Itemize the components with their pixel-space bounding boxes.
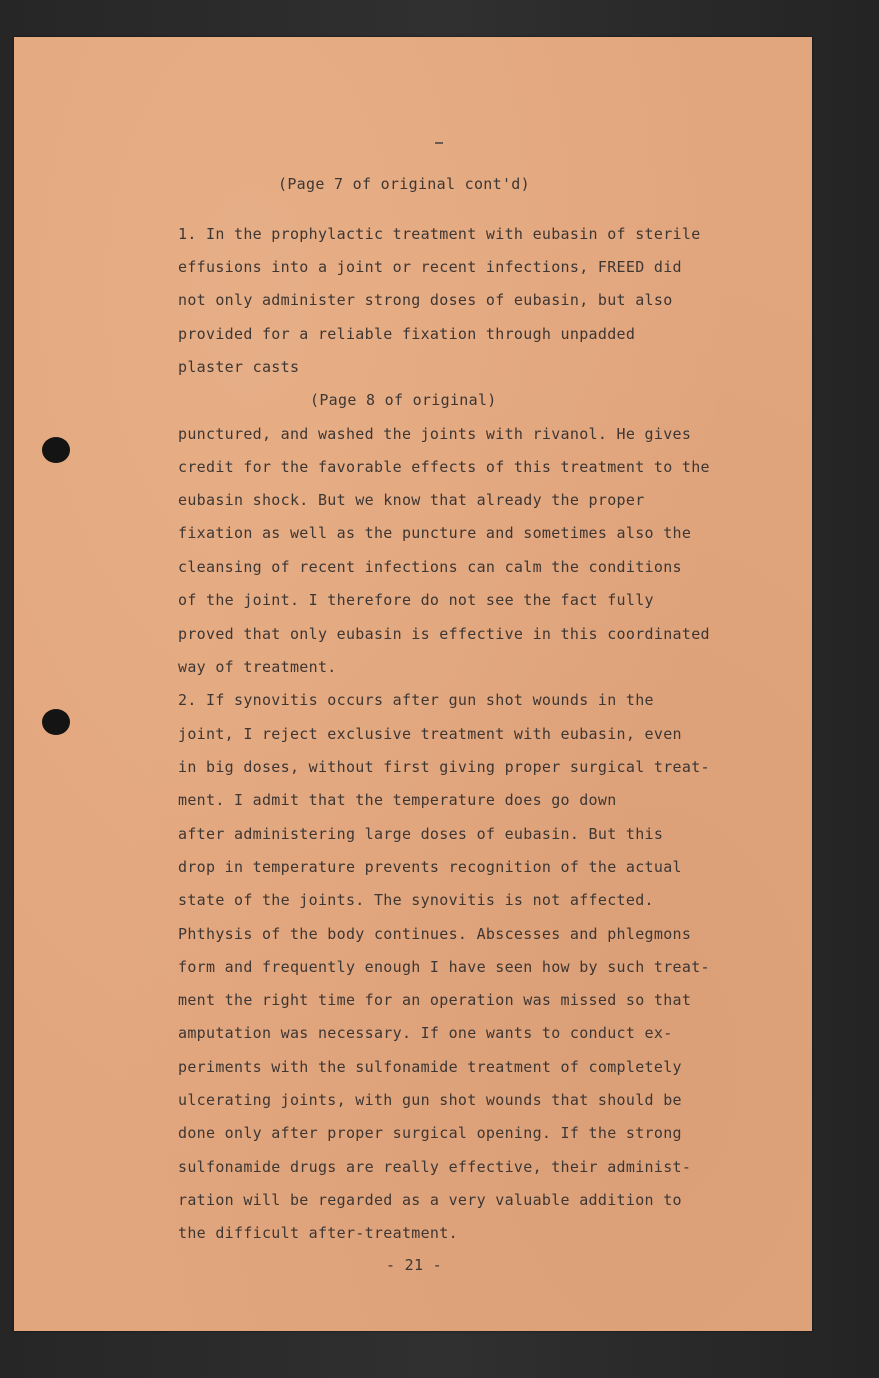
text-line: Phthysis of the body continues. Abscesses and phlegmons (178, 925, 692, 943)
text-line: ment. I admit that the temperature does go down (178, 791, 617, 809)
text-line: after administering large doses of eubasin. But this (178, 825, 664, 843)
text-line: of the joint. I therefore do not see the fact fully (178, 591, 654, 609)
text-line: provided for a reliable fixation through unpadded (178, 325, 636, 343)
punch-hole (42, 709, 70, 735)
text-line: eubasin shock. But we know that already the proper (178, 491, 645, 509)
text-line: not only administer strong doses of eubasin, but also (178, 291, 673, 309)
text-line: cleansing of recent infections can calm the conditions (178, 558, 682, 576)
text-line: drop in temperature prevents recognition of the actual (178, 858, 682, 876)
text-line: 1. In the prophylactic treatment with eubasin of sterile (178, 225, 701, 243)
text-line: the difficult after-treatment. (178, 1224, 458, 1242)
text-line: periments with the sulfonamide treatment of completely (178, 1058, 682, 1076)
text-line: ment the right time for an operation was missed so that (178, 991, 692, 1009)
text-line: punctured, and washed the joints with rivanol. He gives (178, 425, 692, 443)
text-line: ration will be regarded as a very valuable addition to (178, 1191, 682, 1209)
page-number: - 21 - (386, 1256, 442, 1274)
page-subheader: (Page 8 of original) (310, 391, 497, 409)
text-line: in big doses, without first giving proper surgical treat- (178, 758, 710, 776)
text-line: sulfonamide drugs are really effective, their administ- (178, 1158, 692, 1176)
punch-hole (42, 437, 70, 463)
text-line: state of the joints. The synovitis is not affected. (178, 891, 654, 909)
text-line: done only after proper surgical opening. If the strong (178, 1124, 682, 1142)
text-line: credit for the favorable effects of this treatment to the (178, 458, 710, 476)
page-header: (Page 7 of original cont'd) (278, 175, 530, 193)
text-line: 2. If synovitis occurs after gun shot wounds in the (178, 691, 654, 709)
text-line: joint, I reject exclusive treatment with eubasin, even (178, 725, 682, 743)
text-line: form and frequently enough I have seen how by such treat- (178, 958, 710, 976)
text-line: proved that only eubasin is effective in this coordinated (178, 625, 710, 643)
page-mark (435, 142, 443, 144)
text-line: fixation as well as the puncture and sometimes also the (178, 524, 692, 542)
text-line: ulcerating joints, with gun shot wounds that should be (178, 1091, 682, 1109)
text-line: plaster casts (178, 358, 300, 376)
text-line: amputation was necessary. If one wants to conduct ex- (178, 1024, 673, 1042)
text-line: effusions into a joint or recent infections, FREED did (178, 258, 682, 276)
text-line: way of treatment. (178, 658, 337, 676)
